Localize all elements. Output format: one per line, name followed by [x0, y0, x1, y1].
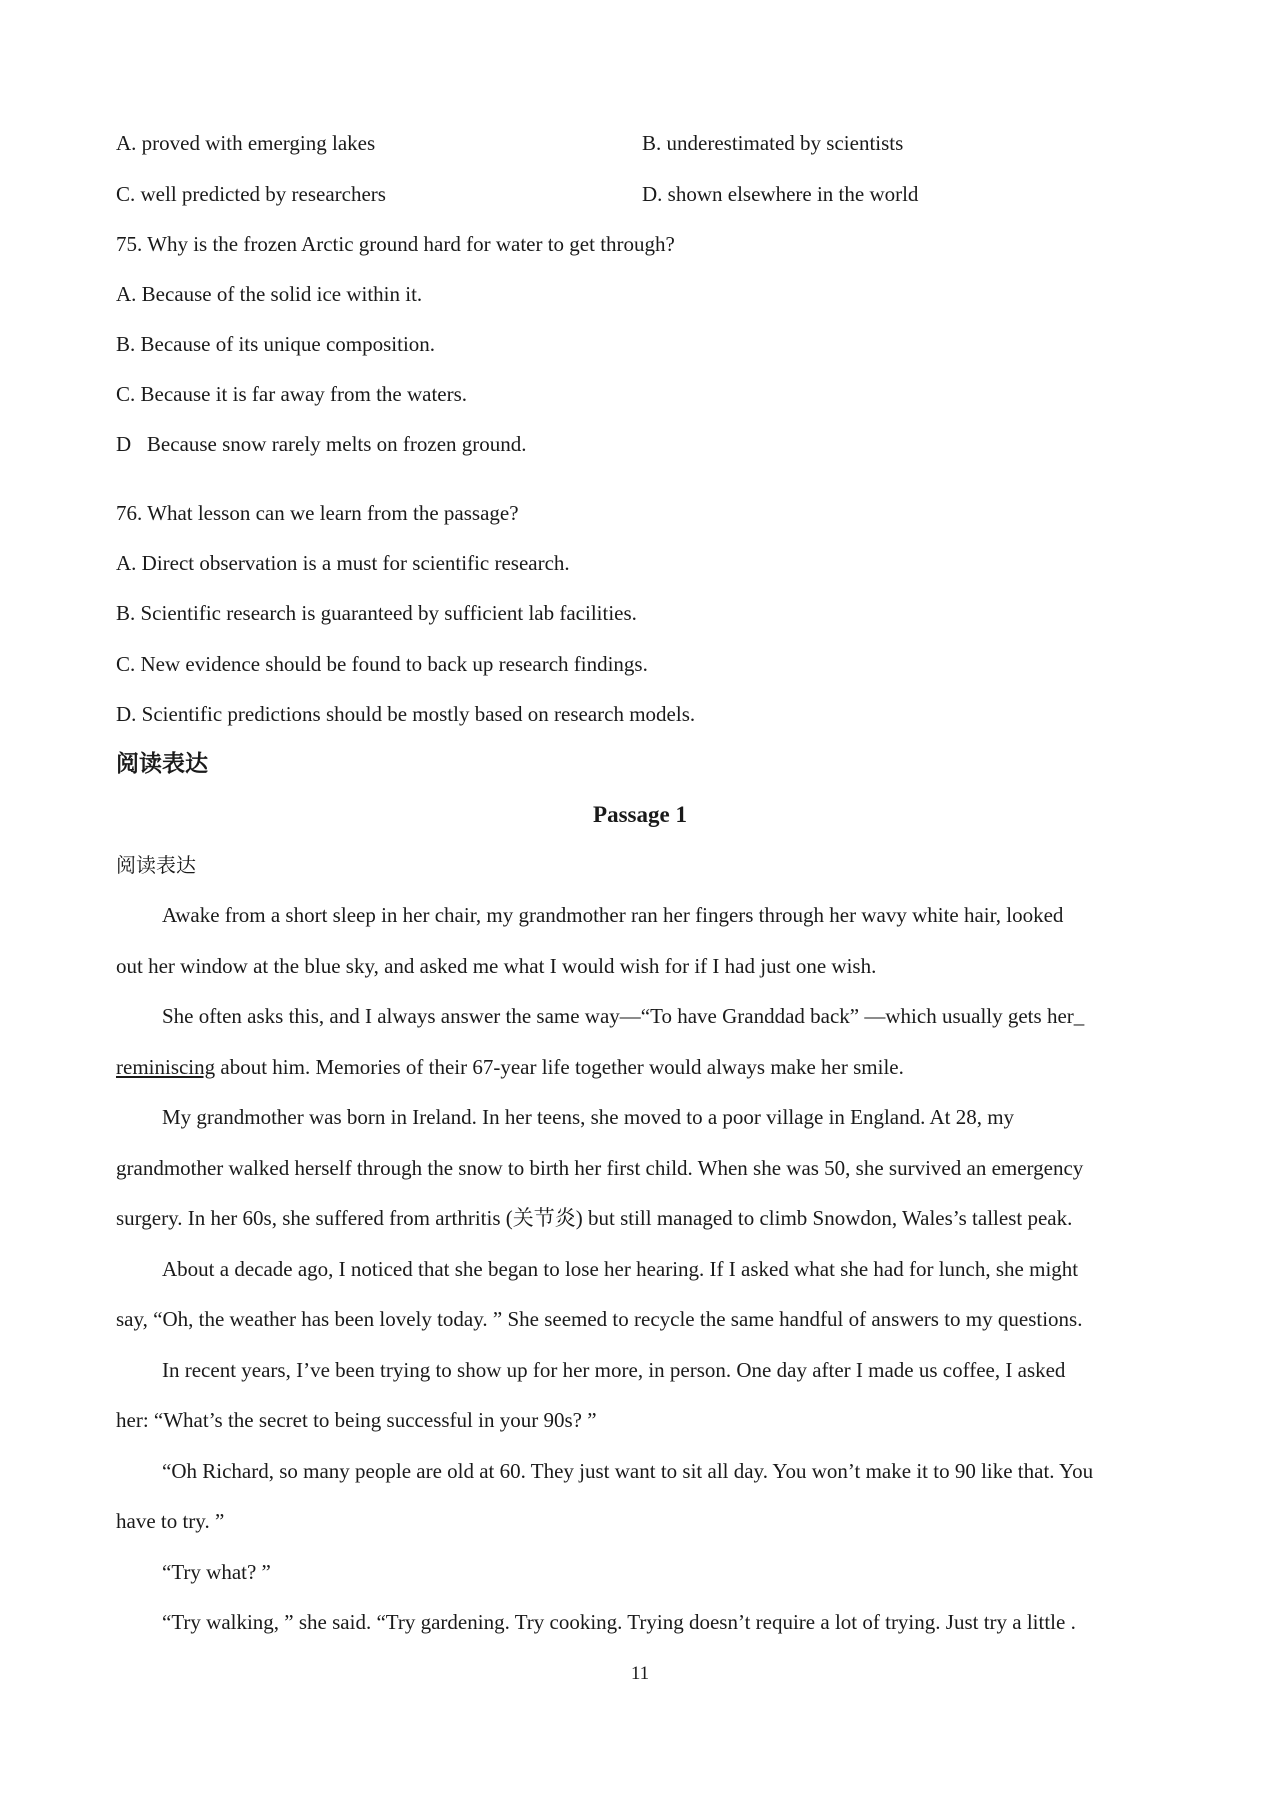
passage-label: 阅读表达: [116, 853, 196, 877]
q75-stem: 75. Why is the frozen Arctic ground hard for water to get through?: [116, 232, 675, 256]
q75-option-c: C. Because it is far away from the waters.: [116, 382, 468, 406]
q76-option-b: B. Scientific research is guaranteed by sufficient lab facilities.: [116, 601, 637, 625]
underlined-word: reminiscing: [116, 1055, 216, 1079]
page-number: 11: [630, 1663, 650, 1684]
q74-option-b: B. underestimated by scientists: [642, 131, 904, 155]
passage-line-4: [116, 1052, 904, 1082]
passage-line-8: About a decade ago, I noticed that she began to lose her hearing. If I asked what she had for lunch, she might: [162, 1257, 1079, 1281]
q74-option-c: C. well predicted by researchers: [116, 182, 386, 206]
q76-option-d: D. Scientific predictions should be mostly based on research models.: [116, 702, 696, 726]
passage-line-1: Awake from a short sleep in her chair, my grandmother ran her fingers through her wavy white hair, looked: [162, 903, 1064, 927]
q75-option-a: A. Because of the solid ice within it.: [116, 282, 423, 306]
passage-line-4-rest: about him. Memories of their 67-year life together would always make her smile.: [215, 1055, 904, 1079]
q76-stem: 76. What lesson can we learn from the passage?: [116, 501, 519, 525]
passage-line-3: She often asks this, and I always answer the same way—“To have Granddad back” —which usually gets her_: [162, 1004, 1085, 1028]
passage-line-15: “Try walking, ” she said. “Try gardening. Try cooking. Trying doesn’t require a lot of trying. Just try a little .: [162, 1610, 1076, 1634]
q76-option-c: C. New evidence should be found to back up research findings.: [116, 652, 648, 676]
passage-line-2: out her window at the blue sky, and asked me what I would wish for if I had just one wish.: [116, 954, 877, 978]
passage-line-9: say, “Oh, the weather has been lovely today. ” She seemed to recycle the same handful of answers to my questions.: [116, 1307, 1083, 1331]
q74-option-a: A. proved with emerging lakes: [116, 131, 376, 155]
passage-line-11: her: “What’s the secret to being successful in your 90s? ”: [116, 1408, 597, 1432]
section-heading: 阅读表达: [116, 751, 208, 777]
passage-line-12: “Oh Richard, so many people are old at 60. They just want to sit all day. You won’t make it to 90 like that. You: [162, 1459, 1094, 1483]
q74-option-d: D. shown elsewhere in the world: [642, 182, 919, 206]
passage-line-14: “Try what? ”: [162, 1560, 271, 1584]
passage-line-7: surgery. In her 60s, she suffered from arthritis (关节炎) but still managed to climb Snowdon, Wales’s tallest peak.: [116, 1206, 1073, 1230]
q76-option-a: A. Direct observation is a must for scientific research.: [116, 551, 570, 575]
passage-line-10: In recent years, I’ve been trying to show up for her more, in person. One day after I made us coffee, I asked: [162, 1358, 1066, 1382]
passage-line-5: My grandmother was born in Ireland. In her teens, she moved to a poor village in England. At 28, my: [162, 1105, 1015, 1129]
passage-title: Passage 1: [593, 802, 687, 827]
q75-option-b: B. Because of its unique composition.: [116, 332, 436, 356]
passage-line-6: grandmother walked herself through the snow to birth her first child. When she was 50, she survived an emergency: [116, 1156, 1084, 1180]
passage-line-13: have to try. ”: [116, 1509, 225, 1533]
q75-option-d: D Because snow rarely melts on frozen ground.: [116, 432, 527, 456]
